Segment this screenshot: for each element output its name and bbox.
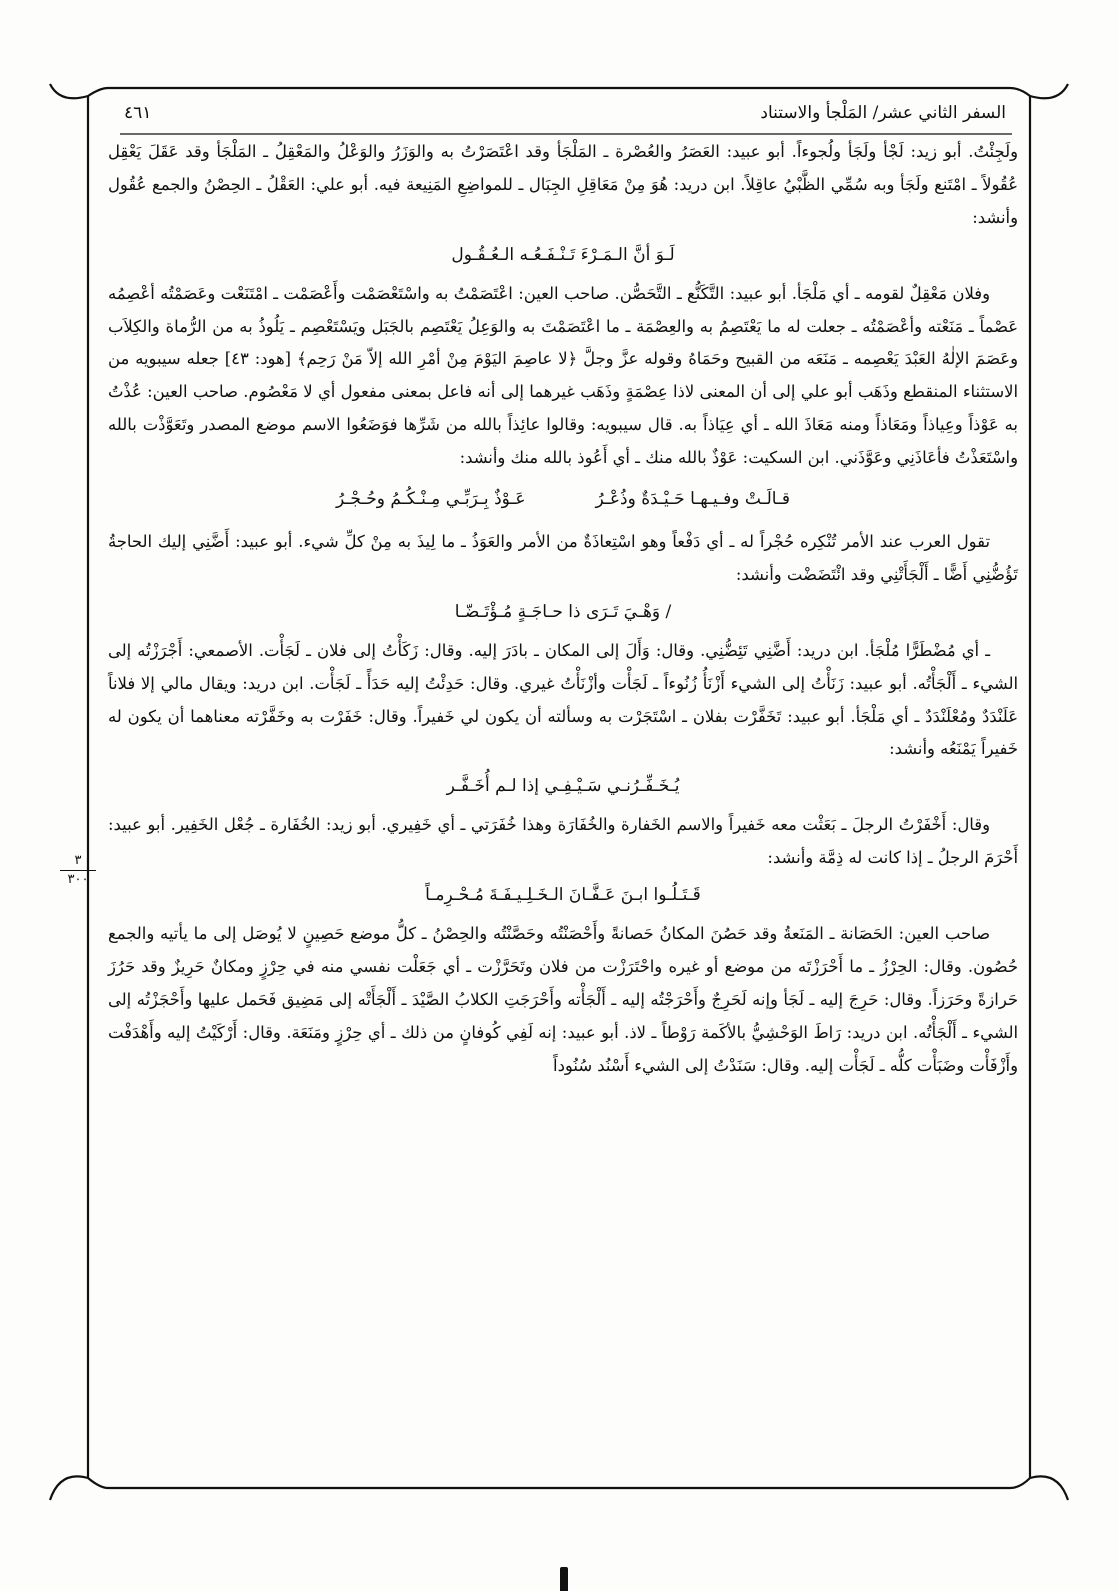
- paragraph-2: وفلان مَعْقِلٌ لقومه ـ أي مَلْجَأ. أبو عبيد: التَّكَنُّع ـ التَّحَصُّن. صاحب العين: اعْتَصَمْتُ به واسْتَعْصَمْت وأَعْصَمْت ـ امْتَنَعْت وعَصَمْتُه أعْصِمُه عَصْماً ـ مَنَعْته وأعْصَمْتُه ـ جعلت له ما يَعْتَصِمُ به والعِصْمَة ـ ما اعْتَصَمْتَ به والوَعِلُ يَعْتَصِم بالجَبَل ويَسْتَعْصِم ـ يَلُوذُ به من الرُّماة والكِلاَب وعَصَمَ الإلٰهُ العَبْدَ يَعْصِمه ـ مَنَعَه من القبيح وحَمَاهُ وقوله عزَّ وجلَّ ﴿لا عاصِمَ اليَوْمَ مِنْ أمْرِ الله إلاّ مَنْ رَحِم﴾ [هود: ٤٣] جعله سيبويه من الاستثناء المنقطع وذَهَب أبو علي إلى أن المعنى لاذا عِصْمَةٍ وذَهَب غيرهما إلى أنه فاعل بمعنى مفعول أي لا مَعْصُوم. صاحب العين: عُذْتُ به عَوْذاً وعِياذاً ومَعَاذاً ومنه مَعَاذَ الله ـ أي عِيَاذاً به. قال سيبويه: وقالوا عائِذاً بالله من شَرِّها فوَضَعُوا الاسم موضع المصدر وتَعَوَّذْت بالله واسْتَعَذْتُ فأعَاذَنِي وعَوَّذَني. ابن السكيت: عَوْذٌ بالله منك ـ أي أَعُوذ بالله منك وأنشد:: [108, 283, 1018, 468]
- verse-4: يُـخَـفِّـرُنـي سَـيْـفِـي إذا لـم أُخَـفَّـر: [446, 776, 680, 797]
- verse-2-first-hemistich: قـالَـتْ وفـيـهـا حَـيْـدَةٌ وذُعْـرُ: [595, 489, 791, 510]
- verse-2: [108, 483, 1018, 516]
- paragraph-3: تقول العرب عند الأمر تُنْكِره حُجْراً له ـ أي دَفْعاً وهو اسْتِعاذَةٌ من الأمر والعَوَذُ ـ ما لِيذَ به مِنْ كلِّ شيء. أبو عبيد: أَضَّنِي إليك الحاجةُ تَؤُضُّنِي أَضًّا ـ أَلْجَأَتْنِي وقد ائْتَضَضْت وأنشد:: [108, 531, 1018, 584]
- paragraph-4: ـ أي مُضْطَرًّا مُلْجَأ. ابن دريد: أَضَّنِي تَئِضُّنِي. وقال: وَأَلَ إلى المكان ـ بادَرَ إليه. وقال: زَكَأْتُ إلى فلان ـ لَجَأْت. الأصمعي: أَجْرَزْتُه إلى الشيء ـ أَلْجَأْتُه. أبو عبيد: زَنَأْتُ إلى الشيء أَزْنَأُ زُنُوءاً ـ لَجَأْت وأزْنَأْتُ غيري. وقال: حَدِئْتُ إليه حَدَأً ـ لَجَأْت. ابن دريد: ويقال مالي إلا فلاناً عَلَنْدَدٌ ومُعْلَنْدَدٌ ـ أي مَلْجَأ. أبو عبيد: تَخَفَّرْت بفلان ـ اسْتَجَرْت به وسألته أن يكون لي خَفيراً. وقال: خَفَرْت به وخَفَّرْته معناهما أن يكون له خَفيراً يَمْنَعُه وأنشد:: [108, 640, 1018, 759]
- paragraph-6: صاحب العين: الحَصَانة ـ المَنَعةُ وقد حَصُنَ المكانُ حَصانةً وأَحْصَنْتُه وحَصَّنْتُه والحِصْنُ ـ كلُّ موضع حَصِينٍ لا يُوصَل إلى ما يأتيه والجمع حُصُون. وقال: الحِرْزُ ـ ما أَحْرَزْتَه من موضع أو غيره واحْتَرَزْت من فلان وتَحَرَّزْت ـ أي جَعَلْت نفسي منه في حِرْزٍ ومكانٌ حَرِيزٌ وقد حَرُزَ حَرازةً وحَرَزاً. وقال: حَرِجَ إليه ـ لَجَأ وإنه لَحَرِجٌ وأَحْرَجْتُه إليه ـ أَلْجَأْته وأَحْرَجَتِ الكلابُ الصَّيْدَ ـ أَلْجَأَتْه إلى مَضِيق فَحَمل عليها وأَحْجَزْتُه إلى الشيء ـ أَلْجَأْتُه. ابن دريد: رَاطَ الوَحْشِيُّ بالأكَمة رَوْطاً ـ لاذ. أبو عبيد: إنه لَفِي كُوفانٍ من ذلك ـ أي حِرْزٍ ومَنَعَة. وقال: أَرْكَيْتُ إليه وأَهْدَفْت وأَزْفَأْت وضَبَأْت كلُّه ـ لَجَأْت إليه. وقال: سَنَدْتُ إلى الشيء أَسْنُد سُنُوداً: [108, 923, 1018, 1075]
- margin-note-top: ٣: [74, 853, 82, 868]
- verse-2-second-hemistich: عَـوْذٌ بِـرَبِّـي مِـنْـكُـمُ وحُـجْـرُ: [335, 489, 526, 510]
- margin-note: [56, 853, 100, 888]
- running-header: [124, 96, 1006, 130]
- page-body: [108, 136, 1018, 1082]
- paragraph-1: ولَجِئْتُ. أبو زيد: لَجْأ ولَجَأ ولُجوءاً. أبو عبيد: العَصَرُ والعُصْرة ـ المَلْجَأ وقد اعْتَصَرْتُ به والوَزَرُ والوَعْلُ والمَعْقِلُ ـ المَلْجَأ وقد عَقَلَ يَعْقِل عُقُولاً ـ امْتَنع ولَجَأ وبه سُمِّي الظَّبْيُ عاقِلاً. ابن دريد: هُوَ مِنْ مَعَاقِلِ الجِبَال ـ للمواضِعِ المَنِيعة فيه. أبو علي: العَقْلُ ـ الحِصْنُ والجمع عُقُول وأنشد:: [108, 142, 1018, 227]
- running-title: السفر الثاني عشر/ المَلْجأ والاستناد: [760, 103, 1006, 123]
- page-number: ٤٦١: [124, 103, 152, 123]
- margin-note-bottom: ٣٠٠: [67, 872, 89, 887]
- margin-note-fraction-bar: [60, 870, 96, 871]
- verse-3: / وَهْـيَ تَـرَى ذا حـاجَـةٍ مُـؤْتَـضّـا: [454, 601, 672, 622]
- verse-5: قَـتَـلُـوا ابـنَ عَـفَّـانَ الـخَـلِـيـفَـةَ مُـحْـرِمـاً: [425, 885, 701, 906]
- verse-1: لَـوَ أنَّ الـمَـرْءَ تَـنْـفَـعُـه الـعُـقُـول: [451, 244, 675, 265]
- scan-ink-mark: [560, 1567, 568, 1591]
- paragraph-5: وقال: أَخْفَرْتُ الرجلَ ـ بَعَثْت معه خَفيراً والاسم الخَفارة والخُفَارَة وهذا خُفَرَتي ـ أي خَفِيري. أبو زيد: الخُفَارة ـ جُعْل الخَفِير. أبو عبيد: أَحْرَمَ الرجلُ ـ إذا كانت له ذِمَّة وأنشد:: [108, 815, 1018, 868]
